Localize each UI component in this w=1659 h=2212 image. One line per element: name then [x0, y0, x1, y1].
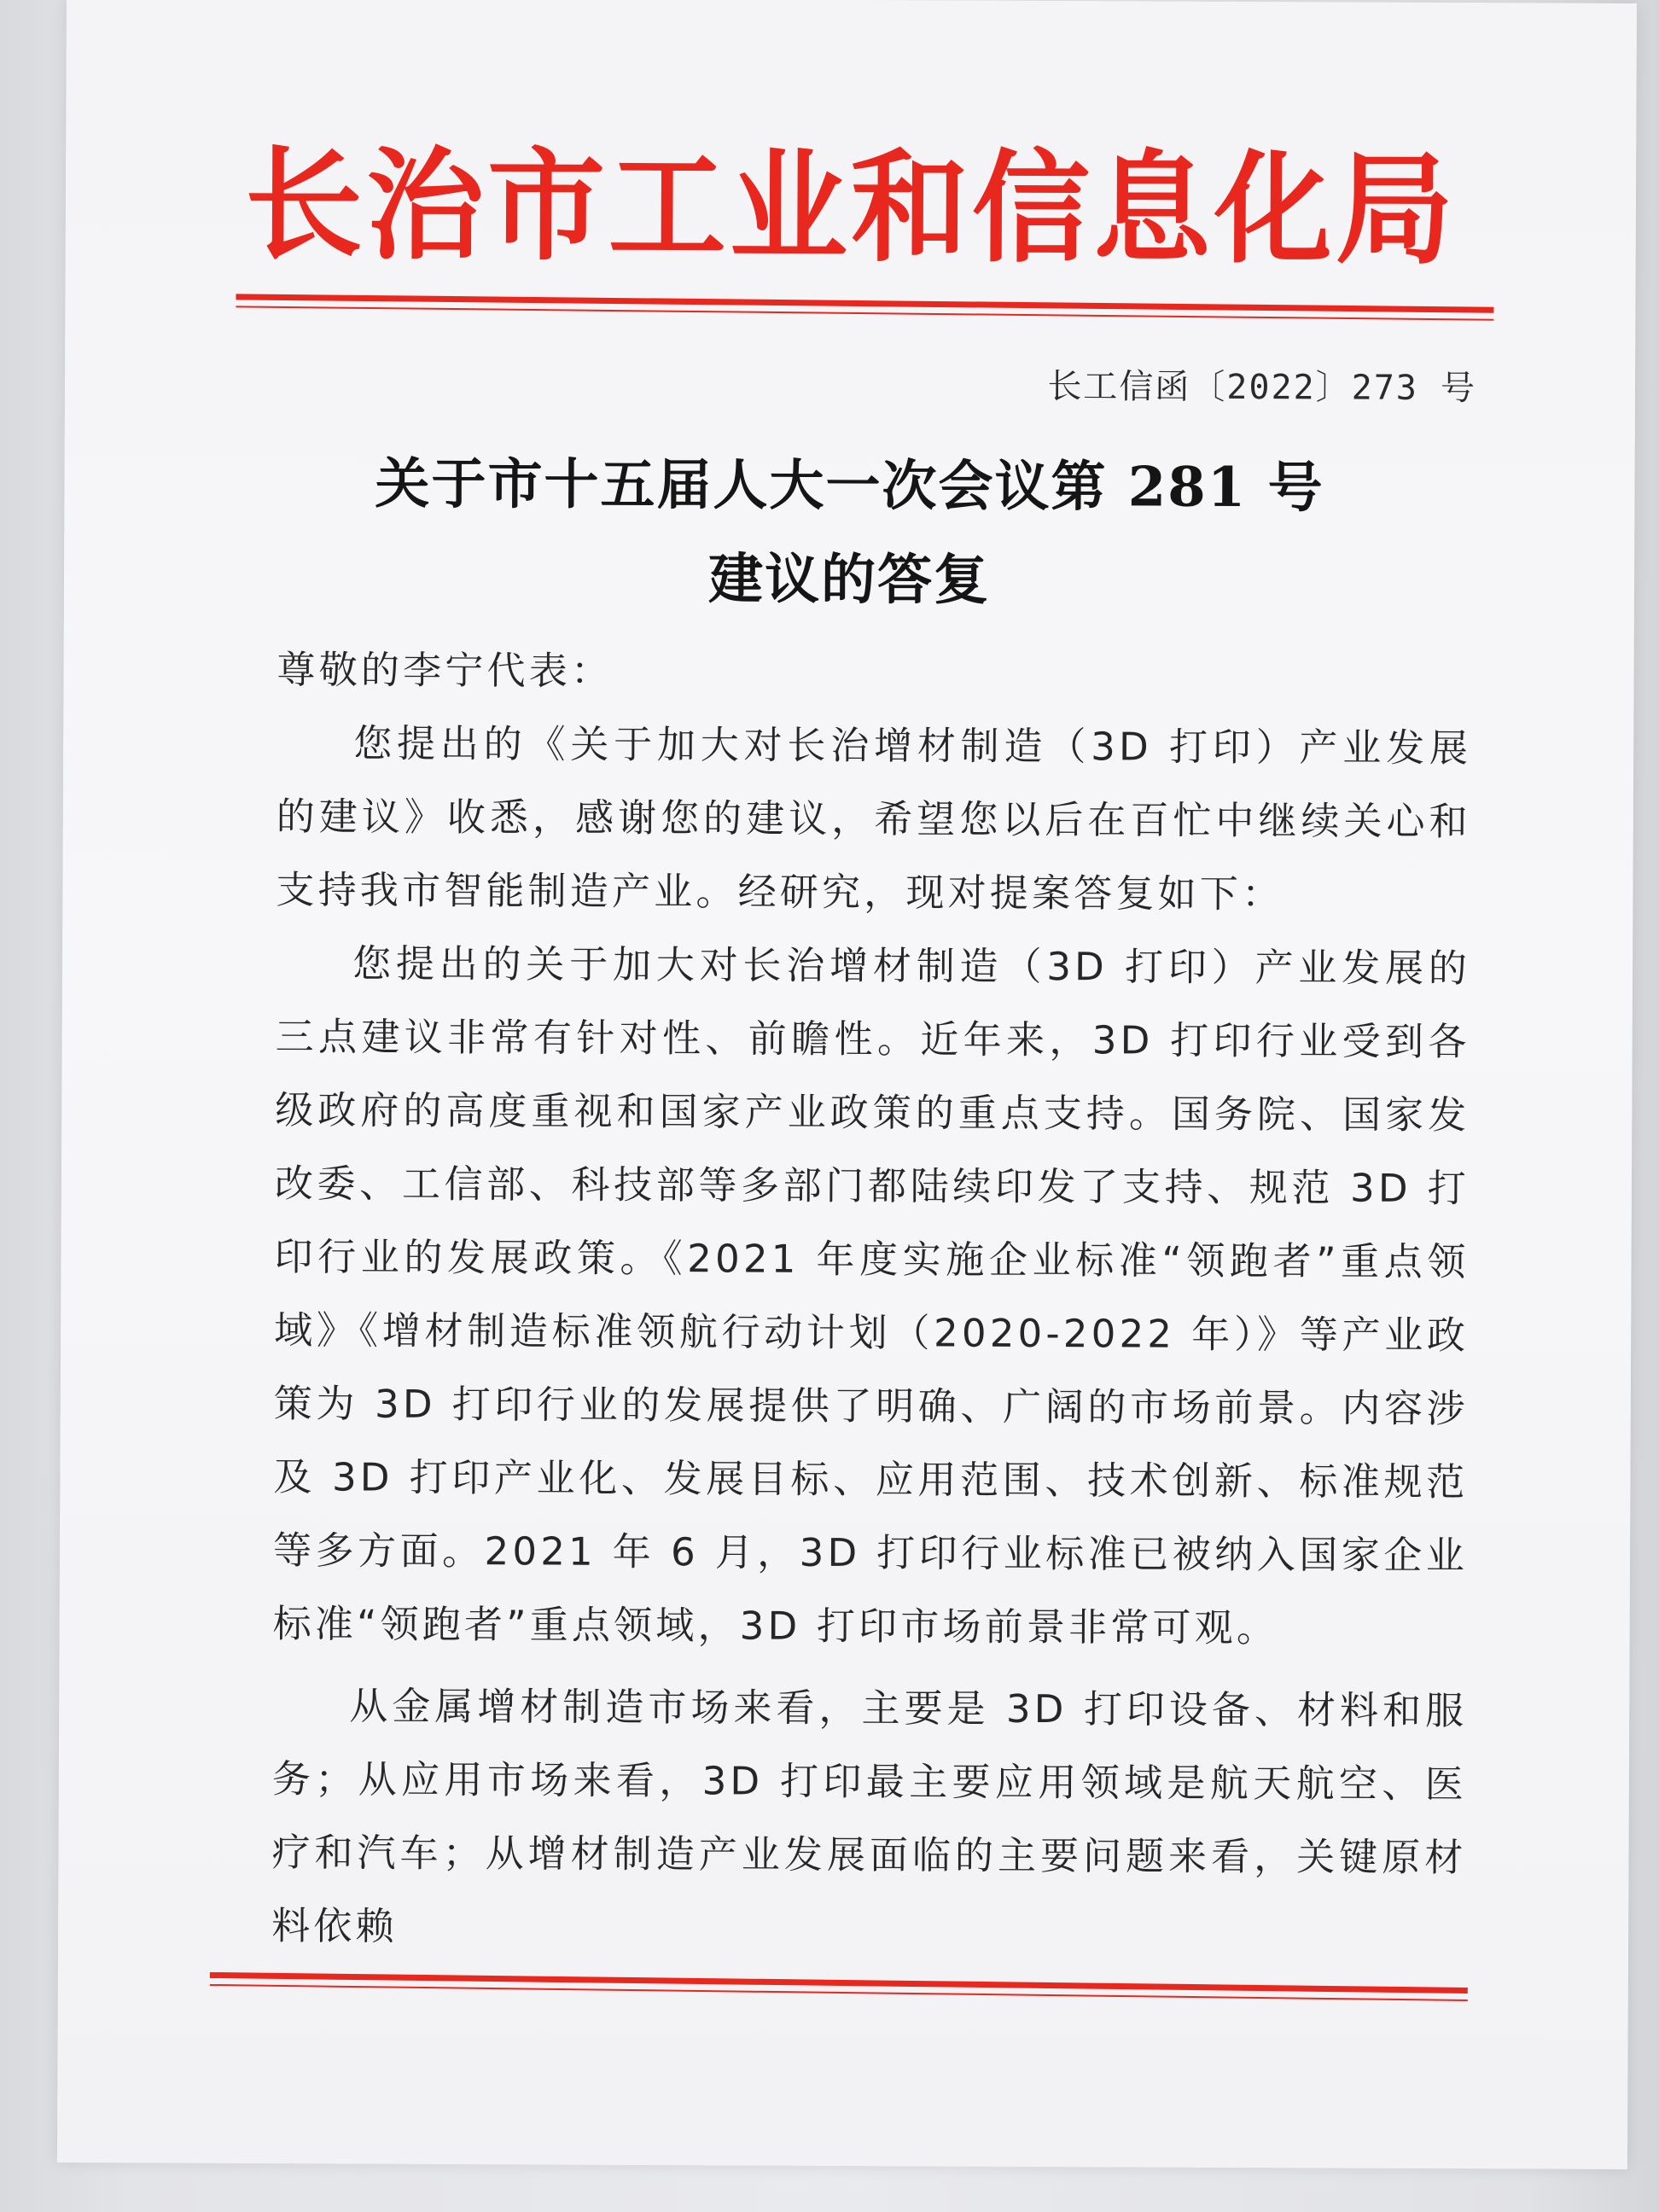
salutation: 尊敬的李宁代表： [276, 647, 614, 694]
document-title-line-1: 关于市十五届人大一次会议第 281 号 [375, 451, 1324, 521]
body-paragraph-2: 您提出的关于加大对长治增材制造（3D 打印）产业发展的三点建议非常有针对性、前瞻性。近年来，3D 打印行业受到各级政府的高度重视和国家产业政策的重点支持。国务院、国家发改委、工信部、科技部等多部门都陆续印发了支持、规范 3D 打印行业的发展政策。《2021 年度实施企业标准“领跑者”重点领域》《增材制造标准领航行动计划（2020-2022 年）》等产业政策为 3D 打印行业的发展提供了明确、广阔的市场前景。内容涉及 3D 打印产业化、发展目标、应用范围、技术创新、标准规范等多方面。2021 年 6 月，3D 打印行业标准已被纳入国家企业标准“领跑者”重点领域，3D 打印市场前景非常可观。 [272, 940, 1471, 1651]
masthead-title: 长治市工业和信息化局 [244, 134, 1458, 282]
header-red-rule [236, 294, 1493, 312]
body-paragraph-3: 从金属增材制造市场来看，主要是 3D 打印设备、材料和服务；从应用市场来看，3D 打印最主要应用领域是航天航空、医疗和汽车；从增材制造产业发展面临的主要问题来看，关键原材料依赖 [271, 1683, 1468, 1949]
body-paragraph-1: 您提出的《关于加大对长治增材制造（3D 打印）产业发展的建议》收悉，感谢您的建议，希望您以后在百忙中继续关心和支持我市智能制造产业。经研究，现对提案答复如下： [276, 720, 1472, 917]
document-body [271, 633, 1472, 1968]
document-title-line-2: 建议的答复 [707, 547, 991, 613]
document-sheet [57, 0, 1637, 2169]
footer-red-rule [210, 1972, 1468, 1994]
document-number: 长工信函〔2022〕273 号 [1047, 367, 1477, 409]
